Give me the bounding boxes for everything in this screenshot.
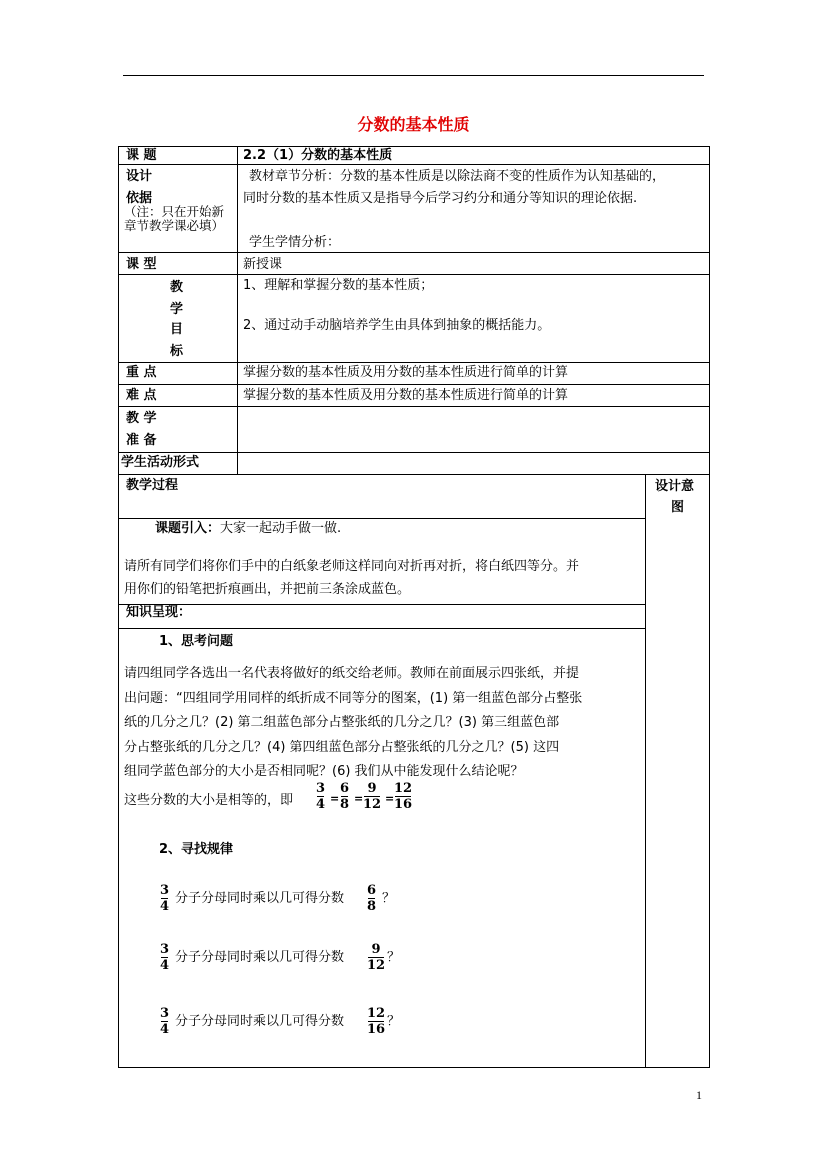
- design-note: （注：只在开始新章节教学课必填）: [124, 204, 225, 233]
- equals-sign: =: [354, 792, 364, 805]
- knowledge-label: 知识呈现：: [126, 605, 192, 620]
- design-intent-label-2: 图: [671, 500, 685, 515]
- design-text-1: 教材章节分析：分数的基本性质是以除法商不变的性质作为认知基础的，: [249, 169, 666, 184]
- question-line: 组同学蓝色部分的大小是否相同呢？(6) 我们从中能发现什么结论呢？: [124, 764, 524, 779]
- fraction: [340, 781, 349, 812]
- fraction-numerator: 9: [367, 781, 377, 796]
- rule-text: 分子分母同时乘以几可得分数: [175, 891, 345, 906]
- fraction-numerator: 3: [316, 781, 326, 796]
- question-line: 分占整张纸的几分之几？(4) 第四组蓝色部分占整张纸的几分之几？(5) 这四: [124, 740, 560, 755]
- difficulty-label: 难 点: [126, 388, 157, 403]
- intro-para-1: 请所有同学们将你们手中的白纸象老师这样同向对折再对折，将白纸四等分。并: [124, 559, 580, 574]
- intro-label: 课题引入：: [155, 521, 221, 536]
- prep-label: 教 学: [126, 411, 157, 426]
- fraction-denominator: 12: [367, 958, 386, 973]
- fraction: [316, 781, 325, 812]
- fraction: [363, 781, 381, 812]
- question-line: 请四组同学各选出一名代表将做好的纸交给老师。教师在前面展示四张纸，并提: [124, 666, 580, 681]
- fraction-denominator: 4: [160, 958, 170, 973]
- equal-text: 这些分数的大小是相等的，即: [124, 793, 294, 808]
- question-line: 纸的几分之几？(2) 第二组蓝色部分占整张纸的几分之几？(3) 第三组蓝色部: [124, 715, 560, 730]
- goal-label-char: 目: [170, 322, 184, 337]
- fraction-numerator: 3: [160, 942, 170, 957]
- design-label: 设计: [126, 169, 153, 184]
- key-label: 重 点: [126, 365, 157, 380]
- rule-end: ？: [387, 950, 401, 965]
- type-value: 新授课: [243, 257, 283, 272]
- fraction: [394, 781, 412, 812]
- fraction-numerator: 3: [160, 1006, 170, 1021]
- fraction: [160, 883, 169, 914]
- fraction-denominator: 12: [363, 797, 382, 812]
- process-label: 教学过程: [126, 478, 179, 493]
- header-rule: [123, 75, 704, 76]
- rule-text: 分子分母同时乘以几可得分数: [175, 950, 345, 965]
- fraction-denominator: 16: [367, 1022, 386, 1037]
- goal-label-char: 教: [170, 280, 184, 295]
- intro-line: [155, 519, 341, 539]
- equals-sign: =: [385, 792, 395, 805]
- fraction: [160, 1006, 169, 1037]
- design-text-3: 学生学情分析：: [249, 235, 341, 250]
- design-text-2: 同时分数的基本性质又是指导今后学习约分和通分等知识的理论依据.: [243, 191, 638, 206]
- section1-title: 1、思考问题: [159, 634, 234, 649]
- goal-label-char: 标: [170, 344, 184, 359]
- fraction: [367, 883, 376, 914]
- design-label-2: 依据: [126, 191, 153, 206]
- fraction-denominator: 4: [160, 899, 170, 914]
- fraction: [367, 942, 385, 973]
- fraction-denominator: 16: [394, 797, 413, 812]
- fraction-denominator: 8: [367, 899, 377, 914]
- goal-label-char: 学: [170, 302, 184, 317]
- activity-label: 学生活动形式: [121, 455, 200, 470]
- fraction-numerator: 6: [367, 883, 377, 898]
- fraction-numerator: 9: [371, 942, 381, 957]
- fraction-numerator: 3: [160, 883, 170, 898]
- fraction-denominator: 4: [160, 1022, 170, 1037]
- topic-value: 2.2（1）分数的基本性质: [243, 148, 393, 163]
- prep-label-2: 准 备: [126, 433, 157, 448]
- fraction-denominator: 8: [340, 797, 350, 812]
- fraction-numerator: 12: [367, 1006, 386, 1021]
- intro-para-2: 用你们的铅笔把折痕画出，并把前三条涂成蓝色。: [124, 582, 411, 597]
- fraction: [160, 942, 169, 973]
- topic-label: 课 题: [126, 148, 157, 163]
- fraction-numerator: 6: [340, 781, 350, 796]
- key-value: 掌握分数的基本性质及用分数的基本性质进行简单的计算: [243, 365, 569, 380]
- equals-sign: =: [330, 792, 340, 805]
- question-line: 出问题：“四组同学用同样的纸折成不同等分的图案，(1) 第一组蓝色部分占整张: [124, 691, 583, 706]
- rule-end: ？: [387, 1014, 401, 1029]
- goal-2: 2、通过动手动脑培养学生由具体到抽象的概括能力。: [243, 318, 551, 333]
- goal-1: 1、理解和掌握分数的基本性质；: [243, 278, 434, 293]
- fraction: [367, 1006, 385, 1037]
- fraction-numerator: 12: [394, 781, 413, 796]
- page-number: 1: [696, 1088, 702, 1102]
- difficulty-value: 掌握分数的基本性质及用分数的基本性质进行简单的计算: [243, 388, 569, 403]
- section2-title: 2、寻找规律: [159, 842, 234, 857]
- type-label: 课 型: [126, 257, 157, 272]
- rule-text: 分子分母同时乘以几可得分数: [175, 1014, 345, 1029]
- fraction-denominator: 4: [316, 797, 326, 812]
- design-intent-label: 设计意: [655, 479, 695, 494]
- page-title: 分数的基本性质: [357, 115, 470, 134]
- rule-end: ？: [382, 891, 396, 906]
- intro-text: 大家一起动手做一做.: [220, 521, 342, 536]
